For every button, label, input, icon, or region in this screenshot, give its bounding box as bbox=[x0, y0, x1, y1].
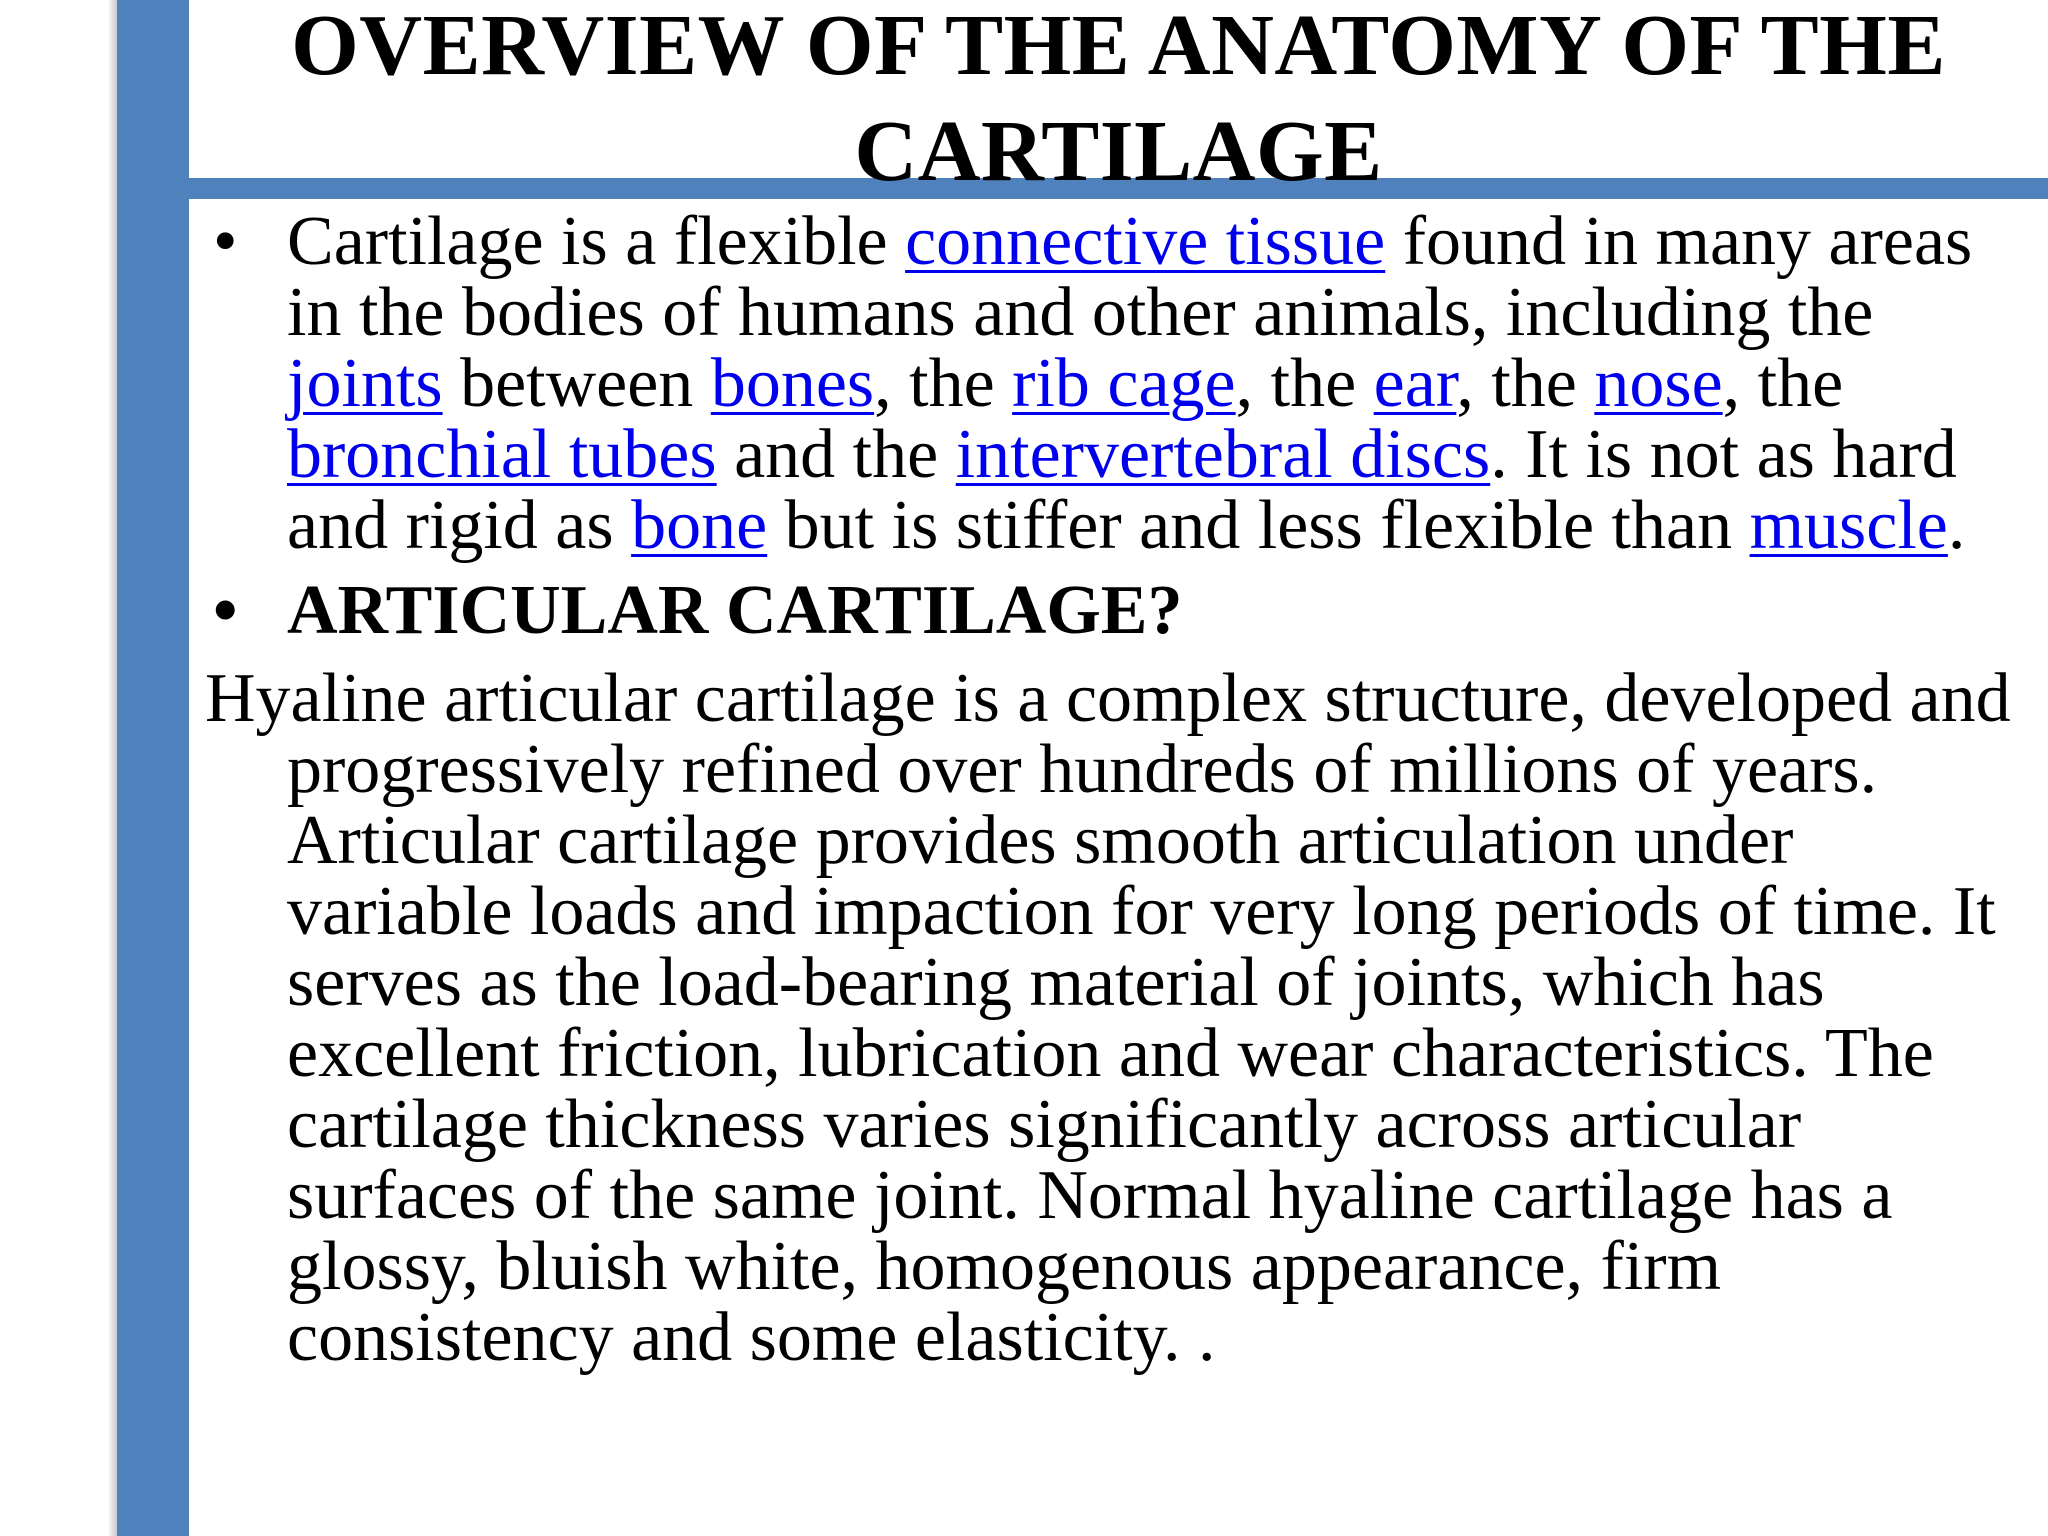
bullet-articular-cartilage-heading bbox=[205, 572, 2035, 649]
link-nose[interactable]: nose bbox=[1594, 345, 1723, 422]
left-accent-bar bbox=[117, 0, 189, 1536]
link-rib-cage[interactable]: rib cage bbox=[1012, 345, 1236, 422]
text-run: , the bbox=[1235, 345, 1374, 422]
text-run: between bbox=[442, 345, 711, 422]
paragraph-hyaline-cartilage: Hyaline articular cartilage is a complex structure, developed and progressively refined over hundreds of millions of years. Articular cartilage provides smooth articulation under variable loads and impaction for very long periods of time. It serves as the load-bearing material of joints, which has excellent friction, lubrication and wear characteristics. The cartilage thickness varies significantly across articular surfaces of the same joint. Normal hyaline cartilage has a glossy, bluish white, homogenous appearance, firm consistency and some elasticity. . bbox=[205, 660, 2011, 1376]
slide-body bbox=[205, 203, 2035, 1376]
text-run: Cartilage is a flexible bbox=[287, 203, 906, 280]
link-bones[interactable]: bones bbox=[710, 345, 875, 422]
bullet-dot: • bbox=[213, 203, 238, 280]
bullet-cartilage-definition bbox=[205, 203, 2035, 564]
text-run: found in many areas in the bodies of humans and other animals, including the bbox=[287, 203, 1973, 351]
text-run: , the bbox=[1722, 345, 1844, 422]
link-muscle[interactable]: muscle bbox=[1749, 487, 1948, 564]
text-run: . It is not as hard and rigid as bbox=[287, 416, 1957, 564]
section-heading: ARTICULAR CARTILAGE? bbox=[287, 572, 1183, 649]
link-ear[interactable]: ear bbox=[1373, 345, 1457, 422]
text-run: but is stiffer and less flexible than bbox=[767, 487, 1750, 564]
left-accent-bar-shadow bbox=[109, 0, 117, 1536]
text-run: , the bbox=[1456, 345, 1595, 422]
slide-title-line-2: CARTILAGE bbox=[854, 102, 1383, 199]
bullet-dot: • bbox=[213, 572, 238, 649]
text-run: , the bbox=[874, 345, 1013, 422]
text-run: . bbox=[1947, 487, 1966, 564]
link-intervertebral-discs[interactable]: intervertebral discs bbox=[955, 416, 1491, 493]
link-joints[interactable]: joints bbox=[287, 345, 443, 422]
slide-title-line-1: OVERVIEW OF THE ANATOMY OF THE bbox=[291, 0, 1946, 93]
text-run: and the bbox=[716, 416, 956, 493]
link-connective-tissue[interactable]: connective tissue bbox=[905, 203, 1386, 280]
slide-title bbox=[189, 0, 2048, 204]
link-bone[interactable]: bone bbox=[631, 487, 768, 564]
link-bronchial-tubes[interactable]: bronchial tubes bbox=[287, 416, 717, 493]
